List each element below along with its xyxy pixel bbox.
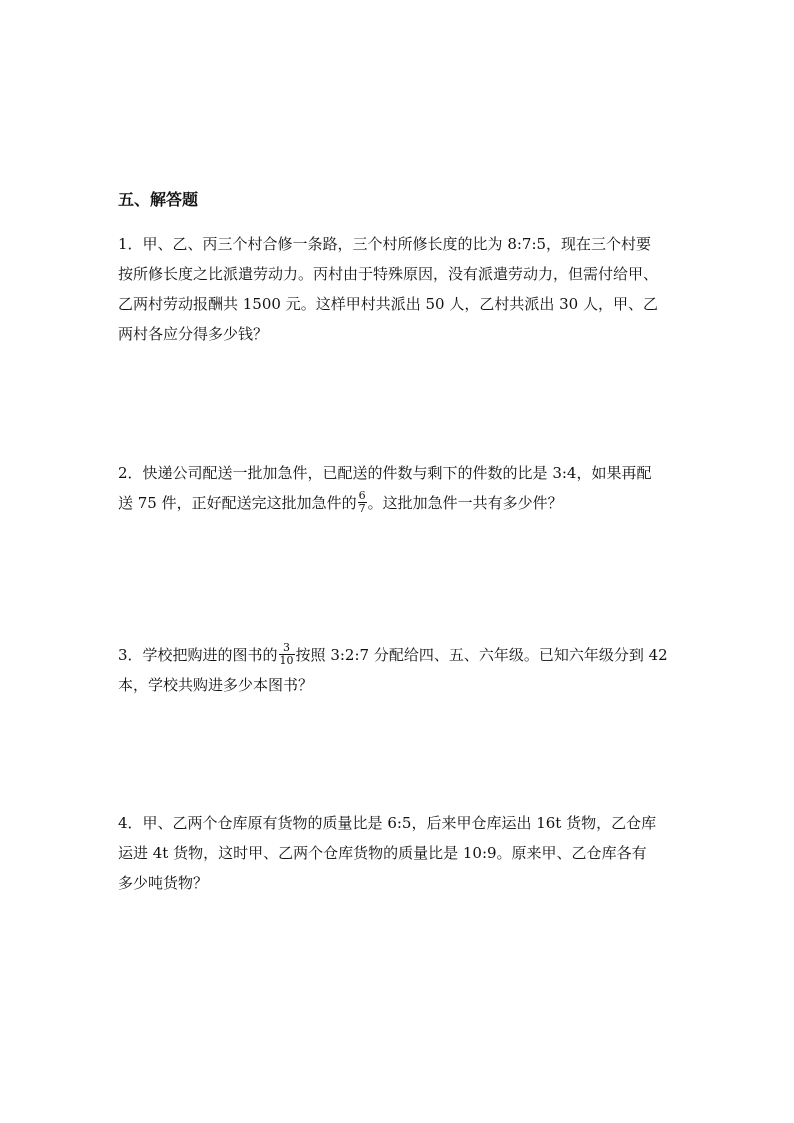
problem-2-text-after-fraction: 。这批加急件一共有多少件？ xyxy=(367,494,563,512)
problem-4-line-3: 多少吨货物？ xyxy=(118,874,209,892)
section-title: 五、解答题 xyxy=(118,190,199,209)
fraction-numerator: 3 xyxy=(279,642,295,655)
problem-1 xyxy=(118,229,678,349)
fraction-denominator: 7 xyxy=(358,501,366,515)
problem-3-line-1 xyxy=(118,640,678,670)
fraction-three-tenths xyxy=(279,642,295,667)
problem-3-text-before-fraction: 3．学校把购进的图书的 xyxy=(118,646,278,664)
problem-3-text-after-fraction: 按照 3:2:7 分配给四、五、六年级。已知六年级分到 42 xyxy=(295,646,668,664)
problem-2-line-1: 2．快递公司配送一批加急件，已配送的件数与剩下的件数的比是 3:4，如果再配 xyxy=(118,464,652,482)
problem-4-line-2: 运进 4t 货物，这时甲、乙两个仓库货物的质量比是 10:9。原来甲、乙仓库各有 xyxy=(118,844,647,862)
fraction-six-sevenths xyxy=(358,490,367,515)
problem-1-line-4: 两村各应分得多少钱？ xyxy=(118,325,269,343)
problem-3 xyxy=(118,640,678,700)
problem-3-line-2: 本，学校共购进多少本图书？ xyxy=(118,676,314,694)
problem-1-line-2: 按所修长度之比派遣劳动力。丙村由于特殊原因，没有派遣劳动力，但需付给甲、 xyxy=(118,265,659,283)
problem-1-line-3: 乙两村劳动报酬共 1500 元。这样甲村共派出 50 人，乙村共派出 30 人，甲、乙 xyxy=(118,295,658,313)
problem-1-line-1: 1．甲、乙、丙三个村合修一条路，三个村所修长度的比为 8:7:5，现在三个村要 xyxy=(118,235,652,253)
problem-2-line-2 xyxy=(118,488,678,518)
problem-4-line-1: 4．甲、乙两个仓库原有货物的质量比是 6:5，后来甲仓库运出 16t 货物，乙仓库 xyxy=(118,814,657,832)
fraction-denominator: 10 xyxy=(279,653,294,667)
problem-2 xyxy=(118,458,678,518)
fraction-numerator: 6 xyxy=(358,488,366,502)
problem-4 xyxy=(118,808,678,898)
problem-2-text-before-fraction: 送 75 件，正好配送完这批加急件的 xyxy=(118,494,357,512)
